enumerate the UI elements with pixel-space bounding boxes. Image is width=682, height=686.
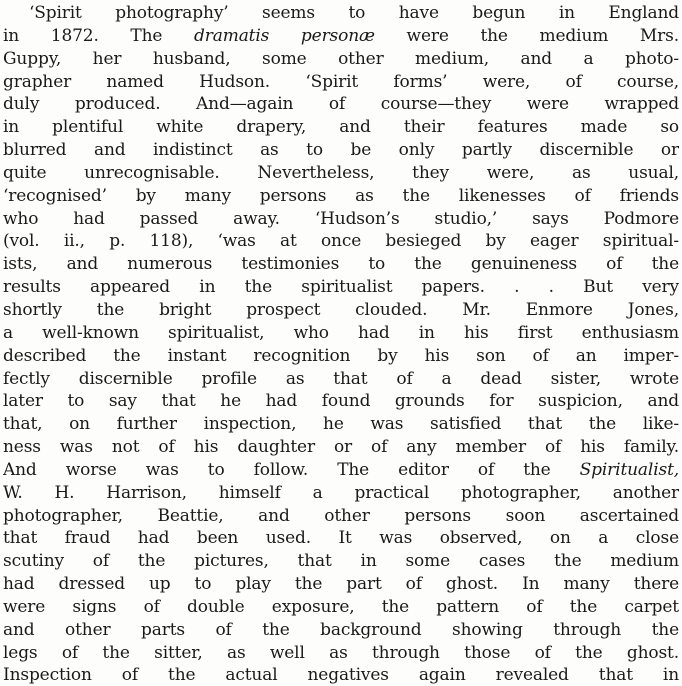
- text-line: [3, 139, 679, 162]
- text-line: [3, 71, 679, 94]
- text-segment: And worse was to follow. The editor of the: [3, 459, 580, 480]
- text-segment: ‘recognised’ by many persons as the likenesses of friends: [3, 185, 679, 206]
- text-segment: in 1872. The: [3, 25, 195, 46]
- text-line: [3, 436, 679, 459]
- text-segment: that, on further inspection, he was satisfied that the like-: [3, 414, 679, 435]
- text-segment: Guppy, her husband, some other medium, and a photo-: [3, 48, 679, 69]
- text-line: [3, 482, 679, 505]
- text-segment: grapher named Hudson. ‘Spirit forms’ were, of course,: [3, 71, 679, 92]
- text-segment: fectly discernible profile as that of a dead sister, wrote: [3, 368, 679, 389]
- text-line: [3, 185, 679, 208]
- text-line: [3, 664, 679, 686]
- text-line: [3, 527, 679, 550]
- text-line: [3, 116, 679, 139]
- text-segment: blurred and indistinct as to be only partly discernible or: [3, 140, 679, 161]
- text-line: [3, 459, 679, 482]
- text-segment: duly produced. And—again of course—they were wrapped: [3, 94, 679, 115]
- text-segment: were signs of double exposure, the pattern of the carpet: [3, 596, 679, 617]
- text-segment: Inspection of the actual negatives again revealed that in: [3, 665, 679, 686]
- text-line: [3, 573, 679, 596]
- text-segment: W. H. Harrison, himself a practical photographer, another: [3, 482, 679, 503]
- text-line: [3, 93, 679, 116]
- text-segment: who had passed away. ‘Hudson’s studio,’ says Podmore: [3, 208, 679, 229]
- text-line: [3, 642, 679, 665]
- text-line: [3, 230, 679, 253]
- text-line: [3, 162, 679, 185]
- text-line: [3, 276, 679, 299]
- text-line: [3, 505, 679, 528]
- text-line: [3, 345, 679, 368]
- text-segment: that fraud had been used. It was observed, on a close: [3, 528, 679, 549]
- text-line: [3, 619, 679, 642]
- text-line: [3, 2, 679, 25]
- text-segment: in plentiful white drapery, and their features made so: [3, 117, 679, 138]
- text-segment: (vol. ii., p. 118), ‘was at once besieged by eager spiritual-: [3, 231, 679, 252]
- text-line: [3, 368, 679, 391]
- text-line: [3, 299, 679, 322]
- italic-text: dramatis personæ: [194, 25, 375, 46]
- text-segment: ists, and numerous testimonies to the genuineness of the: [3, 254, 679, 275]
- text-line: [3, 322, 679, 345]
- text-line: [3, 253, 679, 276]
- text-segment: legs of the sitter, as well as through those of the ghost.: [3, 642, 679, 663]
- text-segment: had dressed up to play the part of ghost. In many there: [3, 574, 679, 595]
- text-line: [3, 550, 679, 573]
- text-segment: ness was not of his daughter or of any member of his family.: [3, 437, 679, 458]
- text-segment: results appeared in the spiritualist papers. . . But very: [3, 277, 679, 298]
- text-segment: a well-known spiritualist, who had in his first enthusiasm: [3, 322, 679, 343]
- text-segment: photographer, Beattie, and other persons soon ascertained: [3, 505, 679, 526]
- text-segment: later to say that he had found grounds for suspicion, and: [3, 391, 679, 412]
- text-segment: ‘Spirit photography’ seems to have begun in England: [29, 3, 679, 23]
- text-line: [3, 48, 679, 71]
- text-segment: described the instant recognition by his son of an imper-: [3, 345, 679, 366]
- text-segment: were the medium Mrs.: [374, 25, 679, 46]
- text-segment: quite unrecognisable. Nevertheless, they were, as usual,: [3, 162, 679, 183]
- text-line: [3, 413, 679, 436]
- text-line: [3, 596, 679, 619]
- text-line: [3, 208, 679, 231]
- text-line: [3, 390, 679, 413]
- italic-text: Spiritualist,: [579, 459, 679, 480]
- text-segment: scutiny of the pictures, that in some cases the medium: [3, 551, 679, 572]
- text-segment: and other parts of the background showing through the: [3, 619, 679, 640]
- text-segment: shortly the bright prospect clouded. Mr. Enmore Jones,: [3, 299, 679, 320]
- body-paragraph: [3, 2, 679, 686]
- text-line: [3, 25, 679, 48]
